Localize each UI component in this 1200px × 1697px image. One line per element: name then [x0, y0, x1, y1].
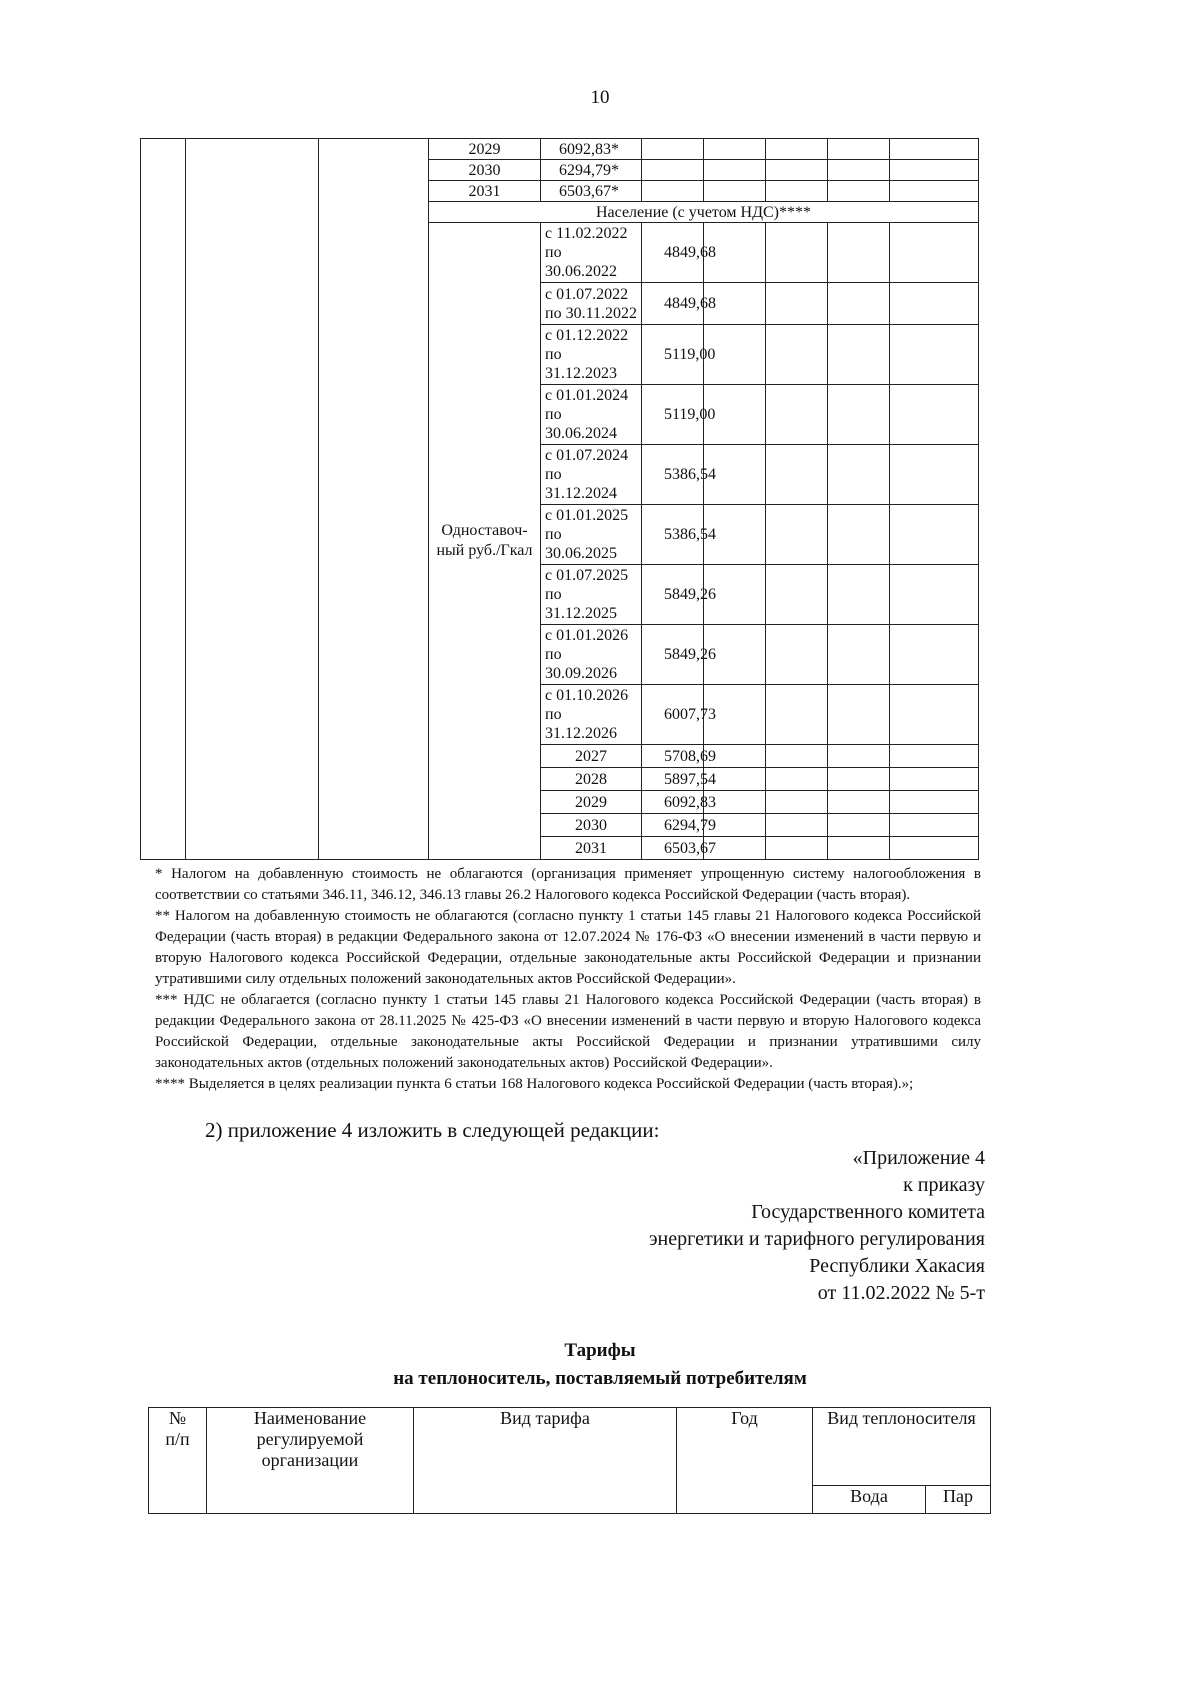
empty-cell	[890, 814, 979, 837]
value-cell: 5386,54	[642, 445, 704, 505]
empty-cell	[828, 745, 890, 768]
value-cell: 6294,79	[642, 814, 704, 837]
empty-cell	[642, 181, 704, 202]
period-cell: с 01.07.2022 по 30.11.2022	[541, 283, 642, 325]
empty-cell	[890, 505, 979, 565]
appendix-line: «Приложение 4	[852, 1147, 985, 1169]
period-cell: 2029	[429, 139, 541, 160]
empty-cell	[828, 160, 890, 181]
empty-cell	[890, 223, 979, 283]
value-cell: 6503,67*	[541, 181, 642, 202]
empty-cell	[828, 325, 890, 385]
org-cell	[186, 139, 319, 860]
footnote: *** НДС не облагается (согласно пункту 1 статьи 145 главы 21 Налогового кодекса Российской Федерации (часть вторая) в редакции Федерального закона от 28.11.2025 № 425-ФЗ «О внесении изменений в части первую и вторую Налогового кодекса Российской Федерации, отдельные законодательные акты Российской Федерации и признании утратившими силу законодательных актов (отдельных положений законодательных актов) Российской Федерации».	[155, 992, 981, 1071]
value-cell: 5849,26	[642, 625, 704, 685]
period-cell: с 11.02.2022 по 30.06.2022	[541, 223, 642, 283]
empty-cell	[766, 814, 828, 837]
empty-cell	[890, 160, 979, 181]
header-water: Вода	[813, 1486, 926, 1514]
empty-cell	[890, 565, 979, 625]
header-tariff-type: Вид тарифа	[414, 1408, 677, 1514]
footnote: ** Налогом на добавленную стоимость не облагаются (согласно пункту 1 статьи 145 главы 21 Налогового кодекса Российской Федерации (часть вторая) в редакции Федерального закона от 12.07.2024 № 176-ФЗ «О внесении изменений в части первую и вторую Налогового кодекса Российской Федерации, отдельные законодательные акты Российской Федерации и признании утратившими силу отдельных положений законодательных актов Российской Федерации».	[155, 908, 981, 987]
value-cell: 4849,68	[642, 283, 704, 325]
empty-cell	[766, 160, 828, 181]
empty-cell	[828, 565, 890, 625]
section-title	[0, 1337, 1200, 1393]
period-cell: с 01.12.2022 по 31.12.2023	[541, 325, 642, 385]
empty-cell	[828, 625, 890, 685]
empty-cell	[828, 685, 890, 745]
value-cell: 4849,68	[642, 223, 704, 283]
period-cell: с 01.10.2026 по 31.12.2026	[541, 685, 642, 745]
value-cell: 5897,54	[642, 768, 704, 791]
tariff-table	[140, 138, 979, 860]
empty-cell	[890, 445, 979, 505]
empty-cell	[828, 791, 890, 814]
footnotes	[155, 864, 981, 1095]
empty-cell	[766, 223, 828, 283]
empty-cell	[704, 160, 766, 181]
empty-cell	[890, 283, 979, 325]
empty-cell	[766, 181, 828, 202]
empty-cell	[766, 139, 828, 160]
empty-cell	[828, 181, 890, 202]
value-cell: 6007,73	[642, 685, 704, 745]
heat-carrier-tariff-table	[148, 1407, 991, 1514]
empty-cell	[642, 160, 704, 181]
empty-cell	[704, 139, 766, 160]
empty-cell	[766, 325, 828, 385]
empty-cell	[890, 837, 979, 860]
appendix-header	[0, 1145, 985, 1307]
value-cell: 5708,69	[642, 745, 704, 768]
empty-cell	[828, 768, 890, 791]
empty-cell	[828, 283, 890, 325]
empty-cell	[828, 139, 890, 160]
section-header: Население (с учетом НДС)****	[429, 202, 979, 223]
period-cell: 2029	[541, 791, 642, 814]
value-cell: 5849,26	[642, 565, 704, 625]
empty-cell	[828, 505, 890, 565]
period-cell: 2031	[429, 181, 541, 202]
empty-cell	[828, 445, 890, 505]
tariff-type-cell: Одноставоч-ный руб./Гкал	[429, 223, 541, 860]
empty-cell	[766, 685, 828, 745]
period-cell: 2030	[541, 814, 642, 837]
num-cell	[141, 139, 186, 860]
header-number: № п/п	[149, 1408, 207, 1514]
empty-cell	[828, 385, 890, 445]
value-cell: 5119,00	[642, 325, 704, 385]
value-cell: 5119,00	[642, 385, 704, 445]
footnote: **** Выделяется в целях реализации пункта 6 статьи 168 Налогового кодекса Российской Федерации (часть вторая).»;	[155, 1076, 914, 1092]
period-cell: с 01.01.2026 по 30.09.2026	[541, 625, 642, 685]
empty-cell	[704, 181, 766, 202]
period-cell: 2030	[429, 160, 541, 181]
header-organization: Наименование регулируемой организации	[207, 1408, 414, 1514]
value-cell: 6092,83*	[541, 139, 642, 160]
empty-cell	[890, 768, 979, 791]
header-year: Год	[677, 1408, 813, 1514]
empty-cell	[890, 791, 979, 814]
header-carrier-type: Вид теплоносителя	[813, 1408, 991, 1486]
empty-cell	[828, 814, 890, 837]
empty-cell	[766, 745, 828, 768]
appendix-line: Республики Хакасия	[809, 1255, 985, 1277]
empty-cell	[766, 505, 828, 565]
empty-cell	[766, 385, 828, 445]
appendix-line: к приказу	[903, 1174, 985, 1196]
empty-cell	[890, 139, 979, 160]
amendment-item: 2) приложение 4 изложить в следующей редакции:	[205, 1118, 660, 1142]
period-cell: с 01.01.2025 по 30.06.2025	[541, 505, 642, 565]
value-cell: 6092,83	[642, 791, 704, 814]
period-cell: с 01.07.2025 по 31.12.2025	[541, 565, 642, 625]
table-row	[141, 139, 979, 160]
empty-cell	[890, 625, 979, 685]
value-cell: 6503,67	[642, 837, 704, 860]
footnote: * Налогом на добавленную стоимость не облагаются (организация применяет упрощенную систему налогообложения в соответствии со статьями 346.11, 346.12, 346.13 главы 26.2 Налогового кодекса Российской Федерации (часть вторая).	[155, 866, 981, 903]
empty-cell	[828, 223, 890, 283]
empty-cell	[890, 325, 979, 385]
title-line: на теплоноситель, поставляемый потребителям	[393, 1368, 807, 1389]
empty-cell	[766, 791, 828, 814]
value-cell: 5386,54	[642, 505, 704, 565]
empty-cell	[766, 768, 828, 791]
page-number: 10	[590, 87, 610, 108]
empty-cell	[890, 385, 979, 445]
period-cell: 2027	[541, 745, 642, 768]
empty-cell	[766, 445, 828, 505]
empty-cell	[890, 181, 979, 202]
empty-cell	[766, 283, 828, 325]
title-line: Тарифы	[564, 1340, 636, 1361]
period-cell: с 01.01.2024 по 30.06.2024	[541, 385, 642, 445]
empty-cell	[828, 837, 890, 860]
period-cell: 2031	[541, 837, 642, 860]
appendix-line: от 11.02.2022 № 5-т	[817, 1282, 985, 1304]
empty-cell	[766, 625, 828, 685]
empty-cell	[766, 837, 828, 860]
header-steam: Пар	[926, 1486, 991, 1514]
type-cell	[319, 139, 429, 860]
empty-cell	[890, 745, 979, 768]
empty-cell	[766, 565, 828, 625]
appendix-line: энергетики и тарифного регулирования	[648, 1228, 985, 1250]
value-cell: 6294,79*	[541, 160, 642, 181]
empty-cell	[890, 685, 979, 745]
period-cell: с 01.07.2024 по 31.12.2024	[541, 445, 642, 505]
appendix-line: Государственного комитета	[751, 1201, 985, 1223]
period-cell: 2028	[541, 768, 642, 791]
empty-cell	[642, 139, 704, 160]
